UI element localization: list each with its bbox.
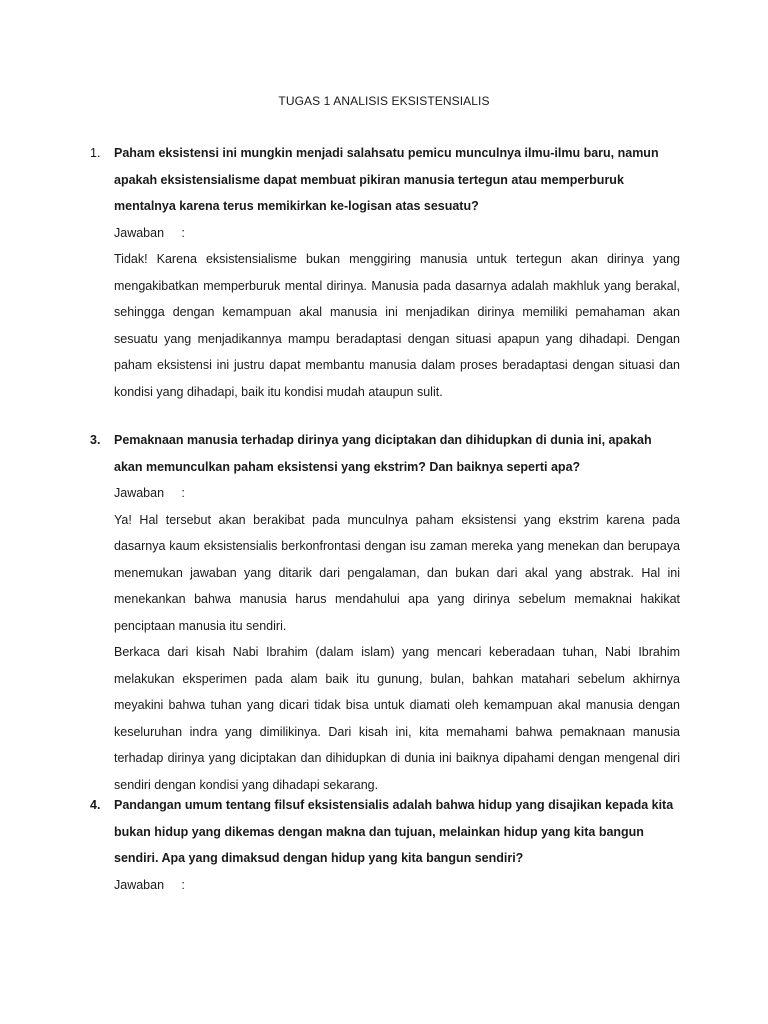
question-number: 4. xyxy=(90,798,101,812)
question-number: 3. xyxy=(90,433,101,447)
answer-paragraph: Ya! Hal tersebut akan berakibat pada munculnya paham eksistensi yang ekstrim karena pada dasarnya kaum eksistensialis berkonfrontasi dengan isu zaman mereka yang menekan dan berupaya menemukan jawaban yang ditarik dari pengalaman, dan bukan dari akal yang abstrak. Hal ini menekankan bahwa manusia harus mendahului apa yang dirinya sebelum memaknai hakikat penciptaan manusia itu sendiri. xyxy=(114,512,680,633)
answer-paragraph: Berkaca dari kisah Nabi Ibrahim (dalam islam) yang mencari keberadaan tuhan, Nabi Ibrahim melakukan eksperimen pada alam baik itu gunung, bulan, bahkan matahari sebelum akhirnya meyakini bahwa tuhan yang dicari tidak bisa untuk diamati oleh kemampuan akal manusia dengan keseluruhan indra yang dimilikinya. Dari kisah ini, kita memahami bahwa pemaknaan manusia terhadap dirinya yang diciptakan dan dihidupkan di dunia ini baiknya dipahami dengan mengenal diri sendiri dengan kondisi yang dihadapi sekarang. xyxy=(114,645,680,792)
answer-block xyxy=(114,246,680,405)
question-number: 1. xyxy=(90,146,101,160)
question-3 xyxy=(90,427,680,798)
question-4 xyxy=(90,792,680,898)
jawaban-label: Jawaban : xyxy=(114,877,185,892)
question-text: Pemaknaan manusia terhadap dirinya yang diciptakan dan dihidupkan di dunia ini, apakah akan memunculkan paham eksistensi yang ekstrim? Dan baiknya seperti apa? xyxy=(114,433,652,474)
question-1 xyxy=(90,140,680,405)
jawaban-label: Jawaban : xyxy=(114,486,185,500)
question-text: Pandangan umum tentang filsuf eksistensialis adalah bahwa hidup yang disajikan kepada kita bukan hidup yang dikemas dengan makna dan tujuan, melainkan hidup yang kita bangun sendiri. Apa yang dimaksud dengan hidup yang kita bangun sendiri? xyxy=(114,798,674,865)
jawaban-label: Jawaban : xyxy=(114,225,185,240)
document-title: TUGAS 1 ANALISIS EKSISTENSIALIS xyxy=(278,94,490,108)
answer-paragraph: Tidak! Karena eksistensialisme bukan menggiring manusia untuk tertegun akan dirinya yang mengakibatkan memperburuk mental dirinya. Manusia pada dasarnya adalah makhluk yang berakal, sehingga dengan kemampuan akal manusia ini menjadikan dirinya memiliki pemahaman akan sesuatu yang menjadikannya mampu beradaptasi dengan situasi apapun yang dihadapi. Dengan paham eksistensi ini justru dapat membantu manusia dalam proses beradaptasi dengan situasi dan kondisi yang dihadapi, baik itu kondisi mudah ataupun sulit. xyxy=(114,252,680,399)
question-text: Paham eksistensi ini mungkin menjadi salahsatu pemicu munculnya ilmu-ilmu baru, namun apakah eksistensialisme dapat membuat pikiran manusia tertegun atau memperburuk mentalnya karena terus memikirkan ke-logisan atas sesuatu? xyxy=(114,146,659,213)
answer-block xyxy=(114,507,680,799)
